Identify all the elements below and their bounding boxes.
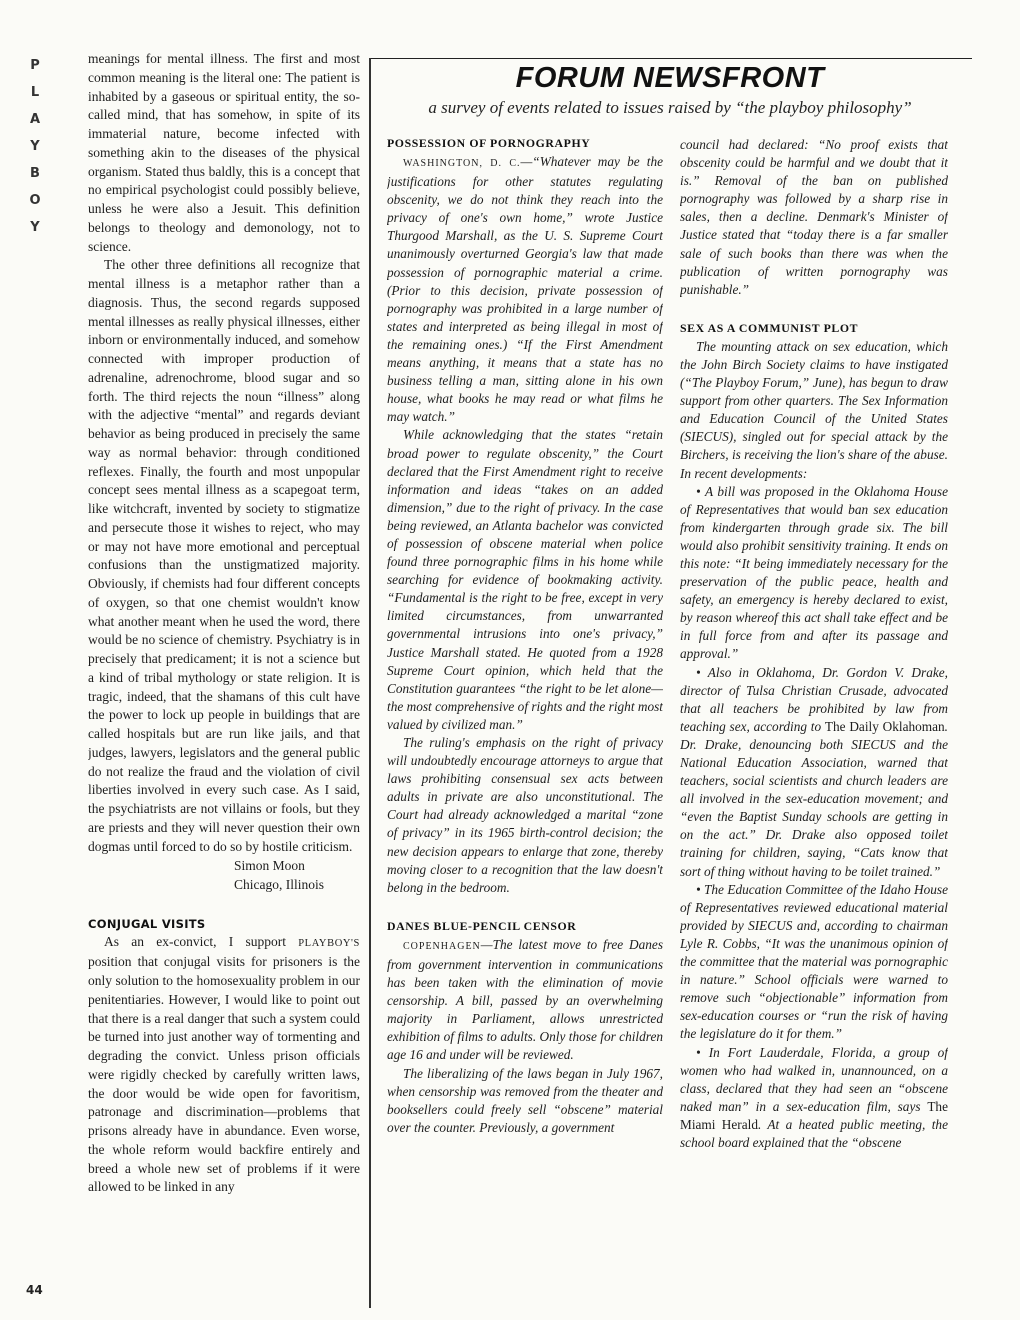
column-divider	[369, 58, 371, 1308]
newsfront-column-1	[387, 136, 663, 1296]
paragraph: • A bill was proposed in the Oklahoma House of Representatives that would ban sex education from kindergarten through grade six. The bill would also prohibit sensitivity training. It ends on this note: “It being immediately necessary for the preservation of the public peace, health and safety, an emergency is hereby declared to exist, by reason whereof this act shall take effect and be in full force from and after its passage and approval.”	[680, 483, 948, 662]
text-run: As an ex-convict, I support	[104, 933, 299, 949]
section-heading: CONJUGAL VISITS	[88, 916, 206, 931]
text-run: position that conjugal visits for prisoners is the only solution to the homosexuality problem in our penitentiaries. However, I would like to point out that there is a real danger that such a system could be turned into just another way of tormenting and degrading the convict. Unless prison officials were rigidly checked by carefully written laws, the door would be wide open for favoritism, patronage and discrimination—problems that prisons already have in abundance. Even worse, the whole reform would backfire entirely and breed a whole new set of problems if it were allowed to be linked in any	[88, 954, 360, 1195]
signature	[88, 857, 360, 894]
paragraph	[88, 933, 360, 1198]
text-run: —The latest move to free Danes from government intervention in communications has been taken with the elimination of movie censorship. A bill, passed by an overwhelming majority in Parliament, allows unrestricted exhibition of films to adults. Only those for children age 16 and under will be reviewed.	[387, 936, 663, 1063]
text-run: . Dr. Drake, denouncing both SIECUS and the National Education Association, warned that teachers, social scientists and church leaders are all involved in the sex-education movement; and “even the Baptist Sunday schools are getting in on the act.” Dr. Drake also opposed toilet training for children, saying, “Cats know that sort of thing without having to be toilet trained.”	[680, 718, 948, 879]
paragraph	[387, 936, 663, 1065]
paragraph: The liberalizing of the laws began in July 1967, when censorship was removed from the theater and booksellers could freely sell “obscene” material over the counter. Previously, a government	[387, 1065, 663, 1135]
sidebar-letter: Y	[30, 139, 40, 154]
sidebar-letter: A	[29, 112, 41, 127]
section-heading: SEX AS A COMMUNIST PLOT	[680, 320, 859, 335]
sidebar-letter: P	[30, 58, 40, 73]
paragraph: The ruling's emphasis on the right of privacy will undoubtedly encourage attorneys to argue that laws prohibiting consensual sex acts between adults in private are also unconstitutional. The Court had already acknowledged a marital “zone of privacy” in its 1965 birth-control decision; the new decision appears to enlarge that zone, thereby moving closer to a recognition that the law doesn't belong in the bedroom.	[387, 735, 663, 895]
paragraph: While acknowledging that the states “retain broad power to regulate obscenity,” the Court declared that the First Amendment right to receive information and ideas “takes on an added dimension,” due to the right of privacy. In the case being reviewed, an Atlanta bachelor was convicted of possession of obscene material when police found three pornographic films in his home while searching for evidence of bookmaking activity. “Fundamental is the right to be free, except in very limited circumstances, from unwarranted governmental intrusions into one's privacy,” Justice Marshall stated. He quoted from a 1928 Supreme Court opinion, which held that the Constitution guarantees “the right to be let alone—the most comprehensive of rights and the right most valued by civilized man.”	[387, 427, 663, 732]
subtitle-quote: “the playboy philosophy”	[735, 98, 912, 117]
section-heading: DANES BLUE-PENCIL CENSOR	[387, 918, 577, 933]
text-run: —“Whatever may be the justifications for other statutes regulating obscenity, we do not think they reach into the privacy of one's own home,” wrote Justice Thurgood Marshall, as the U. S. Supreme Court unanimously overturned Georgia's law that made possession of pornographic material a crime. (Prior to this decision, private possession of pornography was prohibited in a large number of states and interpreted as being illegal in most of the remaining ones.) “If the First Amendment means anything, it means that a state has no business telling a man, sitting alone in his own house, what books he may read or what films he may watch.”	[387, 154, 663, 425]
paragraph: The other three definitions all recognize that mental illness is a metaphor rather than a diagnosis. Thus, the second regards supposed mental illnesses as really physical illnesses, either inborn or environmentally induced, and somehow connected with improper production of adrenaline, adrenochrome, blood sugar and so forth. The third rejects the noun “illness” along with the adjective “mental” and regards deviant behavior as being produced in precisely the same way as normal behavior: through conditioned reflexes. Finally, the fourth and most unpopular concept sees mental illness as a scapegoat term, like witchcraft, invented by society to stigmatize and persecute those it wishes to reject, who may or may not have more emotional and perceptual confusions than the unstigmatized majority. Obviously, if chemists had four different concepts of oxygen, so that one chemist wouldn't know what another meant when he used the word, there would be no science of chemistry. Psychiatry is in precisely that predicament; it is not a science but a kind of tribal mythology or state religion. It is tragic, indeed, that the shamans of this cult have the power to lock up people in buildings that are called hospitals but are run like jails, and that judges, lawyers, legislators and the general public do not realize the fraud and the violation of civil liberties involved in every such case. As I said, the psychiatrists are not villains or fools, but they are priests and they will never question their own dogmas until forced to do so by hostile criticism.	[88, 257, 360, 854]
newsfront-column-2	[680, 136, 948, 1296]
magazine-name-smallcaps: PLAYBOY'S	[298, 937, 360, 949]
section-subtitle	[369, 98, 971, 118]
subtitle-text: a survey of events related to issues raised by	[428, 98, 736, 117]
sidebar-letter: B	[30, 166, 40, 181]
signature-place: Chicago, Illinois	[234, 876, 324, 892]
paragraph	[680, 1044, 948, 1153]
paragraph: meanings for mental illness. The first and most common meaning is the literal one: The patient is inhabited by a gaseous or spiritual entity, the so-called mind, that has somehow, in spite of its immaterial nature, become infected with something akin to the diseases of the physical organism. Stated thus baldly, this is a concept that no empirical psychologist could possibly believe, unless he were also a Jesuit. This definition belongs to theology and demonology, not to science.	[88, 51, 360, 254]
text-run: • Also in Oklahoma, Dr. Gordon V. Drake, director of Tulsa Christian Crusade, advocated that all teachers be prohibited by law from teaching sex, according to	[680, 664, 948, 734]
paragraph	[680, 664, 948, 881]
sidebar-letter: Y	[30, 220, 40, 235]
dateline: COPENHAGEN	[403, 940, 481, 952]
text-run: • In Fort Lauderdale, Florida, a group of women who had walked in, unannounced, on a class, declared that they had seen an “obscene naked man” in a sex-education film, says	[680, 1044, 948, 1114]
page-number: 44	[26, 1283, 43, 1297]
sidebar-letter: O	[29, 193, 41, 208]
section-title: FORUM NEWSFRONT	[515, 62, 825, 94]
text-run: . At a heated public meeting, the school board explained that the “obscene	[680, 1116, 948, 1150]
magazine-name-vertical	[28, 52, 42, 241]
paragraph: council had declared: “No proof exists that obscenity could be harmful and we doubt that it is.” Removal of the ban on published pornography was followed by a sharp rise in sales, then a decline. Denmark's Minister of Justice stated that “today there is a far smaller sale of such books than there was when the publication of written pornography was punishable.”	[680, 137, 948, 297]
paragraph	[387, 153, 663, 426]
dateline: WASHINGTON, D. C.	[403, 158, 521, 169]
signature-name: Simon Moon	[234, 858, 305, 874]
sidebar-letter: L	[30, 85, 40, 100]
letters-column	[88, 50, 360, 1300]
section-heading: POSSESSION OF PORNOGRAPHY	[387, 136, 591, 150]
paragraph: The mounting attack on sex education, which the John Birch Society claims to have instigated (“The Playboy Forum,” June), has begun to draw support from other quarters. The Sex Information and Education Council of the United States (SIECUS), singled out for special attack by the Birchers, is receiving the lion's share of the abuse. In recent developments:	[680, 338, 948, 481]
paragraph: • The Education Committee of the Idaho House of Representatives reviewed educational material provided by SIECUS and, according to chairman Lyle R. Cobbs, “It was the unanimous opinion of the committee that the material was pornographic in nature.” School officials were warned to remove such “objectionable” information from sex-education courses or “run the risk of having the legislature do it for them.”	[680, 881, 948, 1042]
newspaper-name: The Daily Oklahoman	[824, 718, 945, 734]
newspaper-name: The Miami Herald	[680, 1098, 948, 1132]
